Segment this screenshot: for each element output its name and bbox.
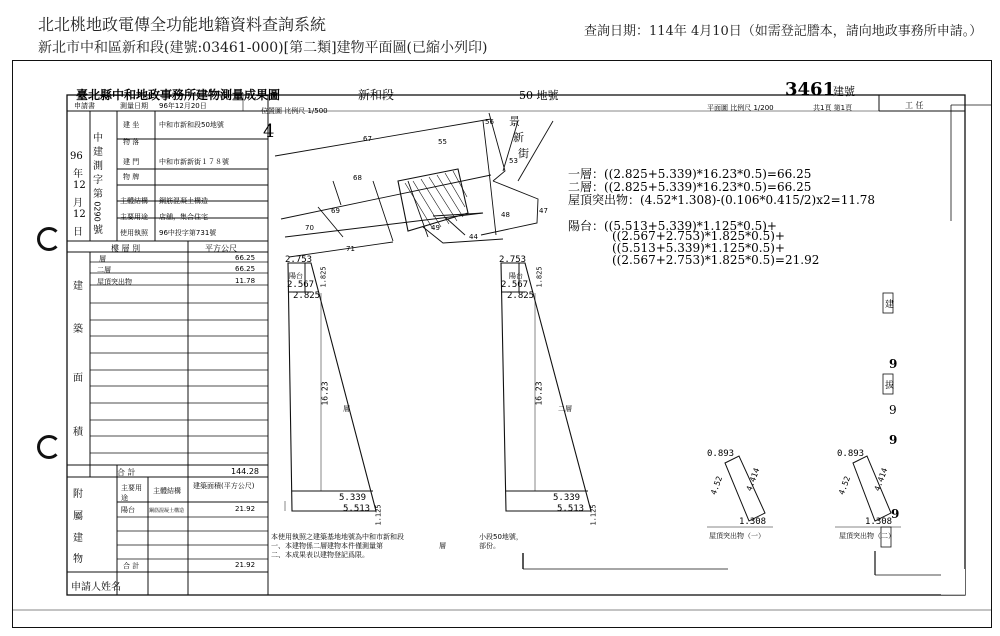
north-arrow-icon: 4 — [263, 121, 275, 142]
structure-value: 鋼筋混凝土構造 — [159, 197, 208, 205]
note-line-1b: 小段50地號， — [479, 533, 523, 541]
main-use-label: 主要用途 — [120, 213, 148, 221]
query-date: 查詢日期：114年 4月10日（如需登記謄本，請向地政事務所申請。） — [584, 24, 983, 39]
license-label: 使用執照 — [120, 229, 148, 237]
margin-mark: 9 — [889, 357, 898, 371]
applicant-name-label: 申請人姓名 — [71, 582, 121, 593]
calc-floor1: 一層：((2.825+5.339)*16.23*0.5)=66.25 — [568, 167, 812, 181]
applicant-form-label: 申請書 — [74, 102, 95, 110]
street-name: 景 — [509, 115, 520, 128]
area-total-label: 合 計 — [117, 468, 136, 477]
calc-balcony-3: ((5.513+5.339)*1.125*0.5)+ — [612, 241, 785, 255]
plan-scale-note: 平面圖 比例尺 1/200 — [707, 104, 774, 112]
margin-mark: 9 — [889, 433, 898, 447]
plate-label: 物 牌 — [123, 173, 140, 181]
binding-hole-top-icon — [37, 227, 61, 251]
margin-mark: 9 — [891, 507, 900, 521]
attached-structure-header: 主體結構 — [153, 487, 181, 495]
attached-use-header: 主要用途 — [121, 484, 142, 502]
note-line-1: 本使用執照之建築基地地號為中和市新和段 — [271, 533, 404, 541]
margin-mark: 9 — [889, 403, 897, 417]
measure-date: 96年12月20日 — [159, 102, 207, 110]
building-location-value: 中和市新和段50地號 — [159, 121, 224, 129]
note-line-2: 一、本建物係二層建物本件僅測量第 — [271, 542, 383, 550]
area-side-label: 建 — [73, 281, 83, 292]
structure-label: 主體結構 — [120, 197, 148, 205]
location-scale-note: 位置圖 比例尺 1/500 — [261, 107, 328, 115]
calc-roof: 屋頂突出物：(4.52*1.308)-(0.106*0.415/2)x2=11.78 — [568, 193, 876, 207]
attached-total-label: 合 計 — [123, 562, 140, 570]
building-number-label: 建號 — [833, 85, 855, 98]
office-title: 臺北縣中和地政事務所建物測量成果圖 — [76, 88, 281, 102]
area-total: 144.28 — [231, 467, 259, 476]
calc-floor2: 二層：((2.825+5.339)*16.23*0.5)=66.25 — [568, 180, 812, 194]
note-line-3: 二、本成果表以建物登記爲限。 — [271, 551, 369, 559]
work-label: 工 任 — [905, 101, 924, 110]
margin-mark: 建 — [885, 300, 895, 310]
door-number-value: 中和市新新街１７８號 — [159, 158, 229, 166]
document-subtitle: 新北市中和區新和段(建號:03461-000)[第二類]建物平面圖(已縮小列印) — [38, 40, 488, 56]
door-number-label: 建 門 — [123, 158, 140, 166]
building-location-label: 建 坐 — [123, 121, 140, 129]
area-unit-header: 平方公尺 — [205, 244, 237, 253]
attached-side-label: 附 — [73, 489, 83, 500]
survey-sheet: 臺北縣中和地政事務所建物測量成果圖 新和段 50 地號 3461 建號 平面圖 比例尺 1/200 共1頁 第1頁 工 任 位置圖 比例尺 1/500 4 申請書 測量日期 96年12月20日 中 建 96 測 年 字 12 第 月 0290 12 號 日 建 坐 中和市新和段50地號 物 落 建 門 中和市新新街１７８號 物 牌 主體結構 鋼筋混凝土構造 主要用途 店舖，集合住宅 使用執照 96中投字第731號 樓 層 別 平方公尺 建 築 面 積 層 66.25 二層 66.25 屋頂突出物 11.78 合 計 144.28 附 屬 建 物 主要用途 主體結構 建築面積(平方公尺) 陽台 鋼筋混凝土構造 21.92 合 計 21.92 申請人姓名 67 55 56 68 69 70 71 49 48 47 53 44 景 新 街 一層：((2.825+5.339)*16.23*0.5)=66.25 二層：((2.825+5.339)*16.23*0.5)=66.25 屋頂突出物：(4.52*1.308)-(0.106*0.415/2)x2=11.78 陽台：((5.513+5.339)*1.125*0.5)+ ((2.567+2.753)*1.825*0.5)+ ((5.513+5.339)*1.125*0.5)+ ((2.567+2.753)*1.825*0.5)=21.92 2.753 陽台 2.567 2.825 1.825 16.23 層 5.339 5.513 1.125 2.753 陽台 2.567 2.825 1.825 16.23 二層 5.339 5.513 1.125 0.893 4.52 4.414 1.308 屋頂突出物（一） 0.893 4.52 4.414 1.308 屋頂突出物（二） 本使用執照之建築基地地號為中和市新和段 小段50地號， 一、本建物係二層建物本件僅測量第 層 部份。 二、本成果表以建物登記爲限。 建 拔 9 9 9 9 — [12, 60, 992, 628]
attached-total: 21.92 — [235, 561, 256, 569]
measure-date-label: 測量日期 — [120, 102, 148, 110]
calc-balcony-1: 陽台：((5.513+5.339)*1.125*0.5)+ — [568, 219, 777, 233]
attached-area-header: 建築面積(平方公尺) — [193, 482, 255, 490]
note-line-2b: 層 — [439, 542, 446, 550]
section-name: 新和段 — [358, 88, 395, 102]
object-location-label: 物 落 — [123, 138, 140, 146]
calc-balcony-4: ((2.567+2.753)*1.825*0.5)=21.92 — [612, 253, 820, 267]
sheet-linework — [13, 61, 991, 627]
page-info: 共1頁 第1頁 — [813, 104, 853, 112]
calc-balcony-2: ((2.567+2.753)*1.825*0.5)+ — [612, 229, 785, 243]
binding-hole-bottom-icon — [37, 435, 61, 459]
lot-number: 50 地號 — [519, 89, 559, 102]
margin-mark: 拔 — [885, 381, 895, 391]
note-line-2c: 部份。 — [479, 542, 500, 550]
floor-column-header: 樓 層 別 — [111, 244, 141, 253]
system-title: 北北桃地政電傳全功能地籍資料查詢系統 — [38, 15, 327, 34]
main-use-value: 店舖，集合住宅 — [159, 213, 208, 221]
license-value: 96中投字第731號 — [159, 229, 217, 237]
building-number: 3461 — [785, 79, 836, 100]
